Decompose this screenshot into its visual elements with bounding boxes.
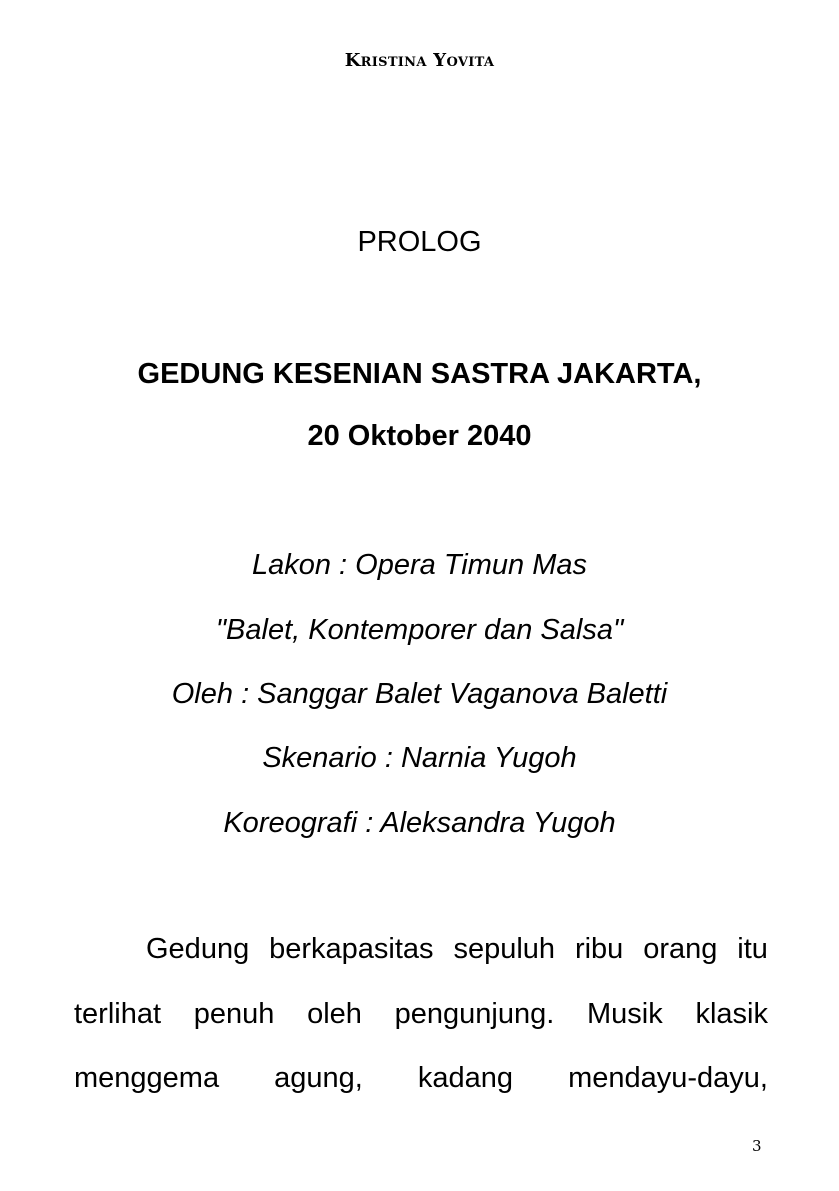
word: kadang [417,1062,514,1094]
date-heading: 20 Oktober 2040 [307,420,532,452]
word: Musik [587,998,663,1030]
word: ribu [574,933,624,965]
word: pengunjung. [394,998,555,1030]
word: Gedung [146,933,250,965]
word: penuh [193,998,275,1030]
word: berkapasitas [269,933,434,965]
word: oleh [307,998,362,1030]
word: menggema [74,1062,220,1094]
running-header-author: Kristina Yovita [344,50,495,71]
venue-heading: GEDUNG KESENIAN SASTRA JAKARTA, [137,358,702,390]
credit-line-oleh: Oleh : Sanggar Balet Vaganova Baletti [171,678,668,710]
credit-line-koreografi: Koreografi : Aleksandra Yugoh [223,807,616,839]
credit-line-lakon: Lakon : Opera Timun Mas [251,549,587,581]
word: agung, [274,1062,363,1094]
paragraph-line-1 [74,933,768,966]
page-number: 3 [752,1137,762,1155]
paragraph-line-3 [74,1062,768,1095]
word: itu [737,933,768,965]
word: mendayu-dayu, [568,1062,768,1094]
word: klasik [695,998,768,1030]
word: terlihat [74,998,162,1030]
word: sepuluh [453,933,556,965]
paragraph-line-2 [74,998,768,1031]
section-title: PROLOG [357,226,482,258]
credit-line-skenario: Skenario : Narnia Yugoh [262,742,577,774]
word: orang [643,933,718,965]
credit-line-subtitle: "Balet, Kontemporer dan Salsa" [215,614,624,646]
